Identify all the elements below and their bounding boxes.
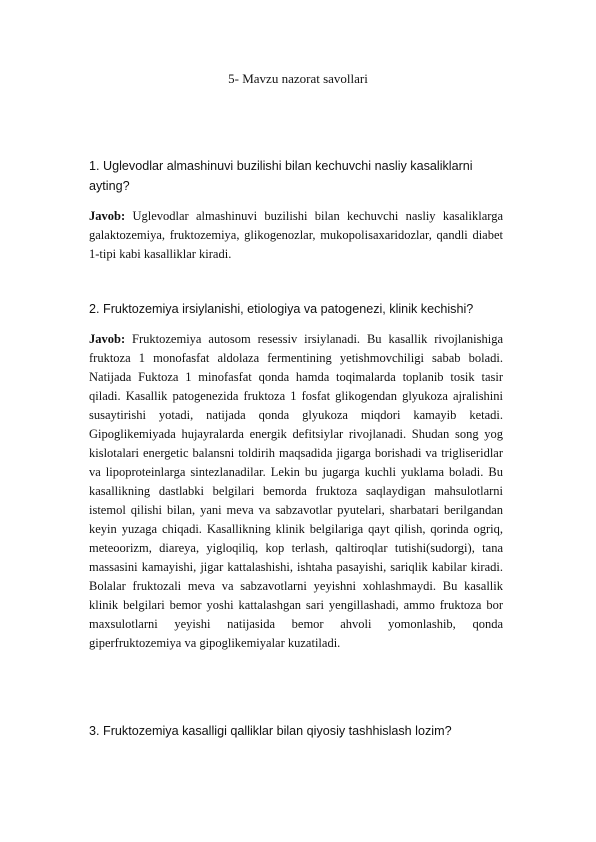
question-2: 2. Fruktozemiya irsiylanishi, etiologiya va patogenezi, klinik kechishi?: [89, 302, 474, 316]
question-1: 1. Uglevodlar almashinuvi buzilishi bilan kechuvchi nasliy kasaliklarni ayting?: [89, 159, 473, 193]
answer-label: Javob:: [89, 209, 126, 223]
question-3: 3. Fruktozemiya kasalligi qalliklar bilan qiyosiy tashhislash lozim?: [89, 724, 452, 738]
answer-1: [89, 207, 503, 264]
answer-text: Fruktozemiya autosom resessiv irsiylanadi. Bu kasallik rivojlanishiga fruktoza 1 monofasfat aldolaza fermentining yetishmovchiligi sabab boladi. Natijada Fuktoza 1 minofasfat qonda hamda toqimalarda toplanib tosik tasir qiladi. Kasallik patogenezida fruktoza 1 fosfat glikogendan glyukoza ajralishini susaytirishi yotadi, natijada qonda glyukoza miqdori kamayib ketadi. Gipoglikemiyada hujayralarda energik defitsiylar rivojlanadi. Shudan song yog kislotalari energetic balansni toldirih maqsadida jigarga borishadi va trigliseridlar va lipoproteinlarga sintezlanadilar. Lekin bu jugarga kuchli yuklama boladi. Bu kasallikning dastlabki belgilari bemorda fruktoza saqlaydigan mahsulotlarni istemol qilishi bilan, yani meva va sabzavotlar pyutelari, sharbatari berilgandan keyin yuzaga chiqadi. Kasallikning klinik belgilariga qayt qilish, qorinda ogriq, meteoorizm, diareya, yigloqiliq, kop terlash, qaltiroqlar tutishi(sudorgi), tana massasini kamayishi, jigar kattalashishi, ishtaha pasayishi, sariqlik kabilar kiradi. Bolalar fruktozali meva va sabzavotlarni yeyishni xohlashmaydi. Bu kasallik klinik belgilari bemor yoshi kattalashgan sari yengillashadi, ammo fruktoza bor maxsulotlarni yeyishi natijasida bemor ahvoli yomonlashib, qonda giperfruktozemiya va gipoglikemiyalar kuzatiladi.: [89, 332, 503, 650]
answer-text: Uglevodlar almashinuvi buzilishi bilan kechuvchi nasliy kasaliklarga galaktozemiya, fruktozemiya, glikogenozlar, mukopolisaxaridozlar, qandli diabet 1-tipi kabi kasalliklar kiradi.: [89, 209, 504, 261]
page-title: 5- Mavzu nazorat savollari: [228, 71, 368, 86]
answer-2: [89, 330, 503, 653]
answer-label: Javob:: [89, 332, 126, 346]
